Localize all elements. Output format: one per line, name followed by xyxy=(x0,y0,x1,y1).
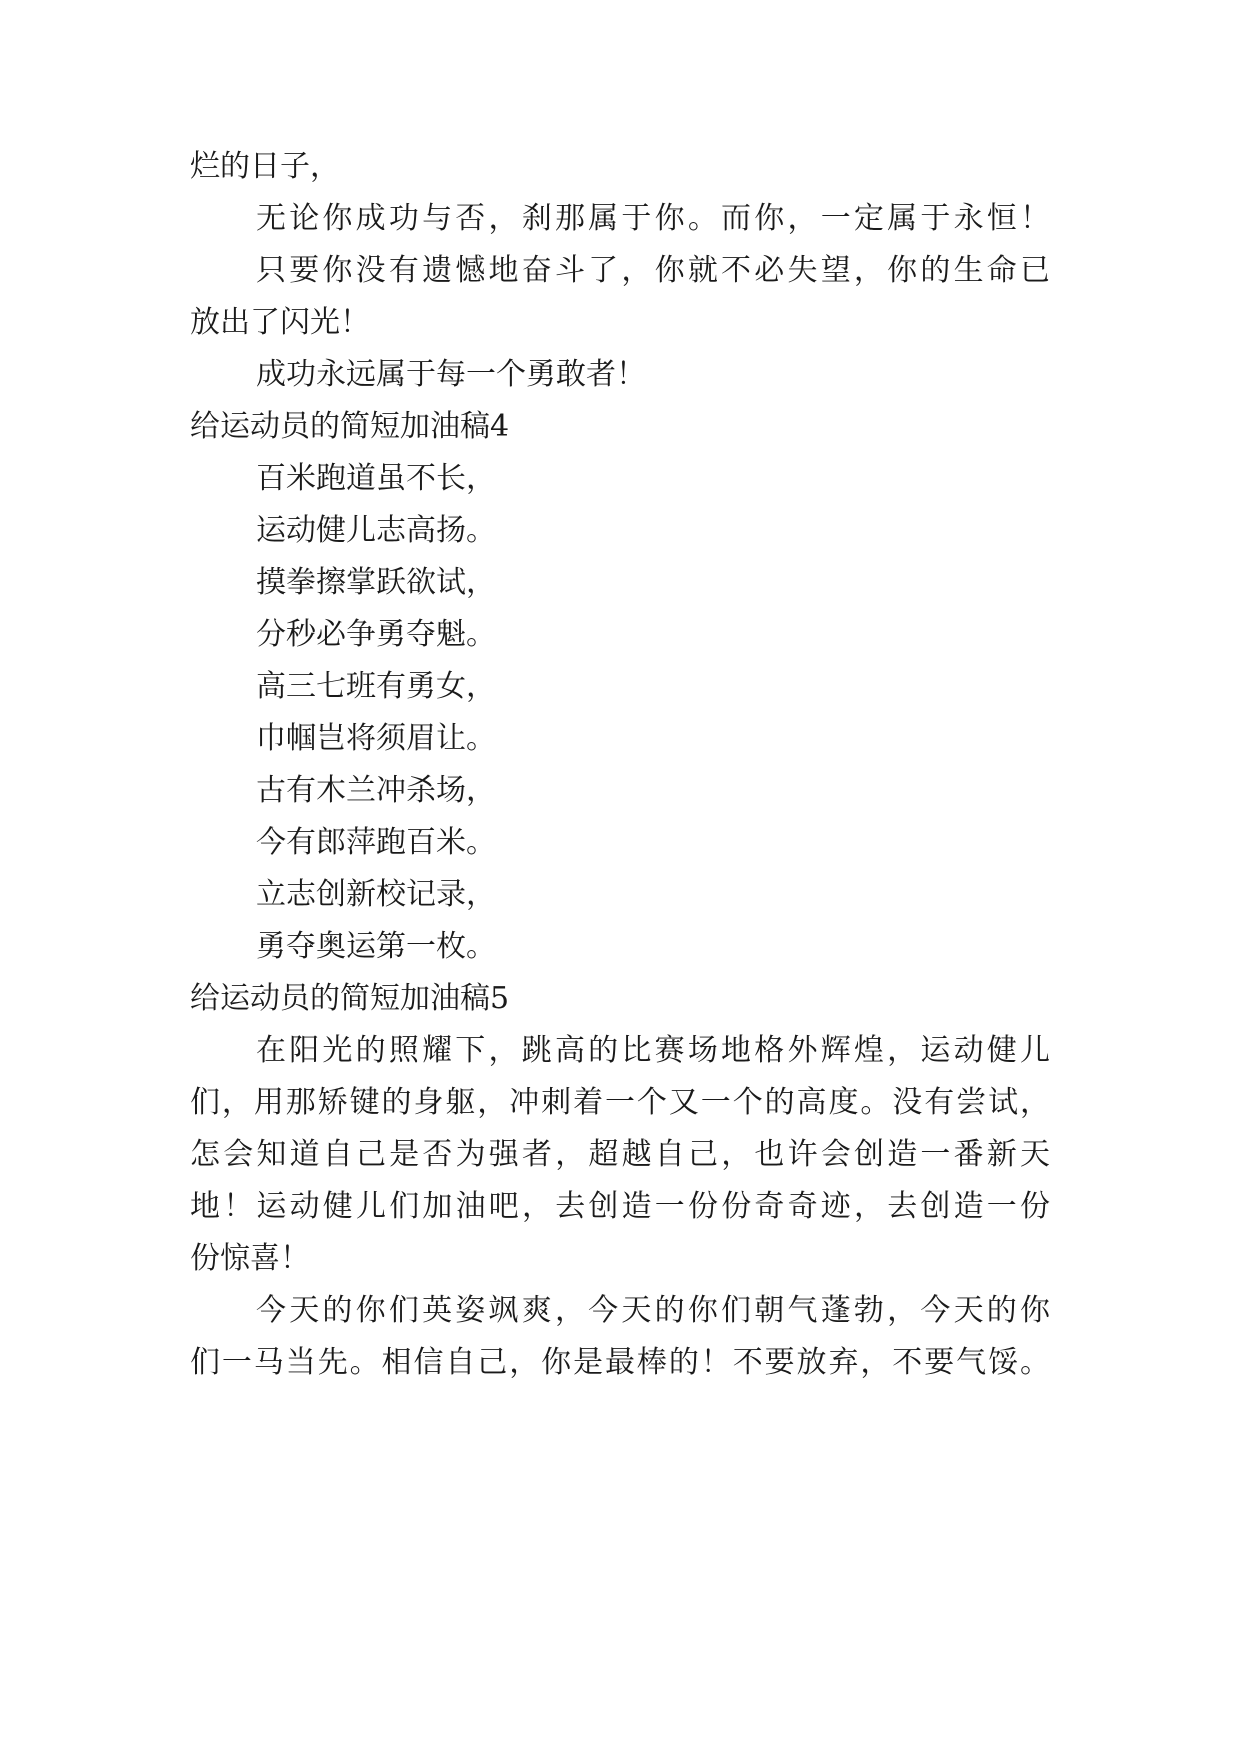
paragraph-line: 地！运动健儿们加油吧，去创造一份份奇奇迹，去创造一份 xyxy=(190,1189,1050,1224)
section-heading: 给运动员的简短加油稿4 xyxy=(190,409,510,444)
paragraph-line: 放出了闪光！ xyxy=(190,305,370,340)
paragraph-line: 烂的日子， xyxy=(190,149,340,184)
paragraph-line: 无论你成功与否，刹那属于你。而你，一定属于永恒！ xyxy=(256,201,1050,236)
paragraph-line: 在阳光的照耀下，跳高的比赛场地格外辉煌，运动健儿 xyxy=(256,1033,1050,1068)
poem-line: 勇夺奥运第一枚。 xyxy=(256,929,496,964)
paragraph-line: 们一马当先。相信自己，你是最棒的！不要放弃，不要气馁。 xyxy=(190,1345,1050,1380)
poem-line: 今有郎萍跑百米。 xyxy=(256,825,496,860)
paragraph-line: 成功永远属于每一个勇敢者！ xyxy=(256,357,646,392)
poem-line: 分秒必争勇夺魁。 xyxy=(256,617,496,652)
poem-line: 古有木兰冲杀场， xyxy=(256,773,496,808)
poem-line: 立志创新校记录， xyxy=(256,877,496,912)
paragraph-line: 今天的你们英姿飒爽，今天的你们朝气蓬勃，今天的你 xyxy=(256,1293,1050,1328)
section-heading: 给运动员的简短加油稿5 xyxy=(190,981,510,1016)
paragraph-line: 只要你没有遗憾地奋斗了，你就不必失望，你的生命已 xyxy=(256,253,1050,288)
paragraph-line: 份惊喜！ xyxy=(190,1241,310,1276)
poem-line: 巾帼岂将须眉让。 xyxy=(256,721,496,756)
poem-line: 摸拳擦掌跃欲试， xyxy=(256,565,496,600)
paragraph-line: 们，用那矫键的身躯，冲刺着一个又一个的高度。没有尝试， xyxy=(190,1085,1050,1120)
poem-line: 百米跑道虽不长， xyxy=(256,461,496,496)
poem-line: 运动健儿志高扬。 xyxy=(256,513,496,548)
paragraph-line: 怎会知道自己是否为强者，超越自己，也许会创造一番新天 xyxy=(190,1137,1050,1172)
poem-line: 高三七班有勇女， xyxy=(256,669,496,704)
